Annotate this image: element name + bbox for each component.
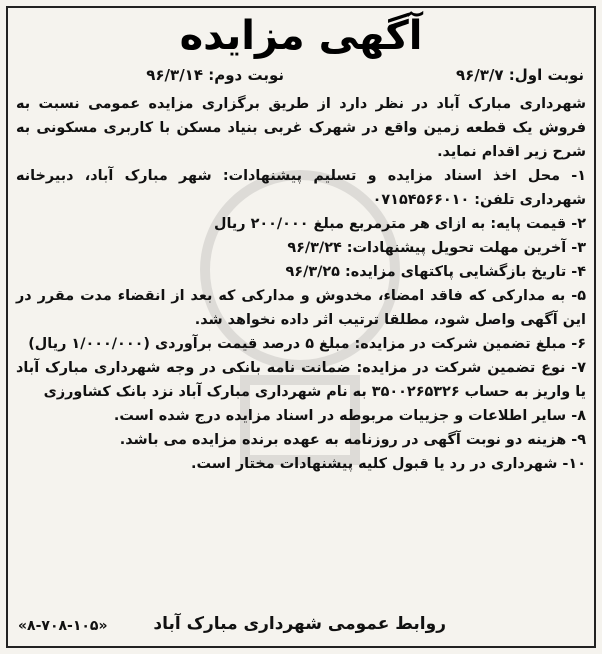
intro-paragraph: شهرداری مبارک آباد در نظر دارد از طریق برگزاری مزایده عمومی نسبت به فروش یک قطعه زمین واقع در شهرک غربی بنیاد مسکن با کاربری مسکونی به شرح زیر اقدام نماید. [16,96,586,160]
notice-code: «۸-۷۰۸-۱۰۵» [18,618,108,634]
item-10: ۱۰- شهرداری در رد یا قبول کلیه پیشنهادات مختار است. [191,456,586,472]
first-publication-date: نوبت اول: ۹۶/۳/۷ [455,66,584,84]
item-5: ۵- به مدارکی که فاقد امضاء، مخدوش و مدارکی که بعد از انقضاء مدت مقرر در این آگهی واصل شود، مطلقا ترتیب اثر داده نخواهد شد. [16,288,586,328]
item-8: ۸- سایر اطلاعات و جزییات مربوطه در اسناد مزایده درج شده است. [113,408,586,424]
item-4: ۴- تاریخ بازگشایی پاکتهای مزایده: ۹۶/۳/۲۵ [285,264,586,280]
second-publication-date: نوبت دوم: ۹۶/۳/۱۴ [146,66,284,84]
footer [16,612,586,642]
item-1: ۱- محل اخذ اسناد مزایده و تسلیم پیشنهادات: شهر مبارک آباد، دبیرخانه شهرداری تلفن: ۰۷۱۵۴۵۶۶۰۱۰ [16,168,586,208]
item-2: ۲- قیمت پایه: به ازای هر مترمربع مبلغ ۲۰۰/۰۰۰ ریال [213,216,586,232]
item-6: ۶- مبلغ تضمین شرکت در مزایده: مبلغ ۵ درصد قیمت برآوردی (۱/۰۰۰/۰۰۰ ریال) [28,336,586,352]
item-9: ۹- هزینه دو نوبت آگهی در روزنامه به عهده برنده مزایده می باشد. [119,432,586,448]
notice-title: آگهی مزایده [179,13,423,59]
item-3: ۳- آخرین مهلت تحویل پیشنهادات: ۹۶/۳/۲۴ [287,240,586,256]
item-7: ۷- نوع تضمین شرکت در مزایده: ضمانت نامه بانکی در وجه شهرداری مبارک آباد یا واریز به حساب ۳۵۰۰۲۶۵۳۲۶ به نام شهرداری مبارک آباد نزد بانک کشاورزی [16,360,586,400]
publication-dates [18,66,584,88]
notice-body [16,92,586,476]
signature: روابط عمومی شهرداری مبارک آباد [153,614,446,634]
